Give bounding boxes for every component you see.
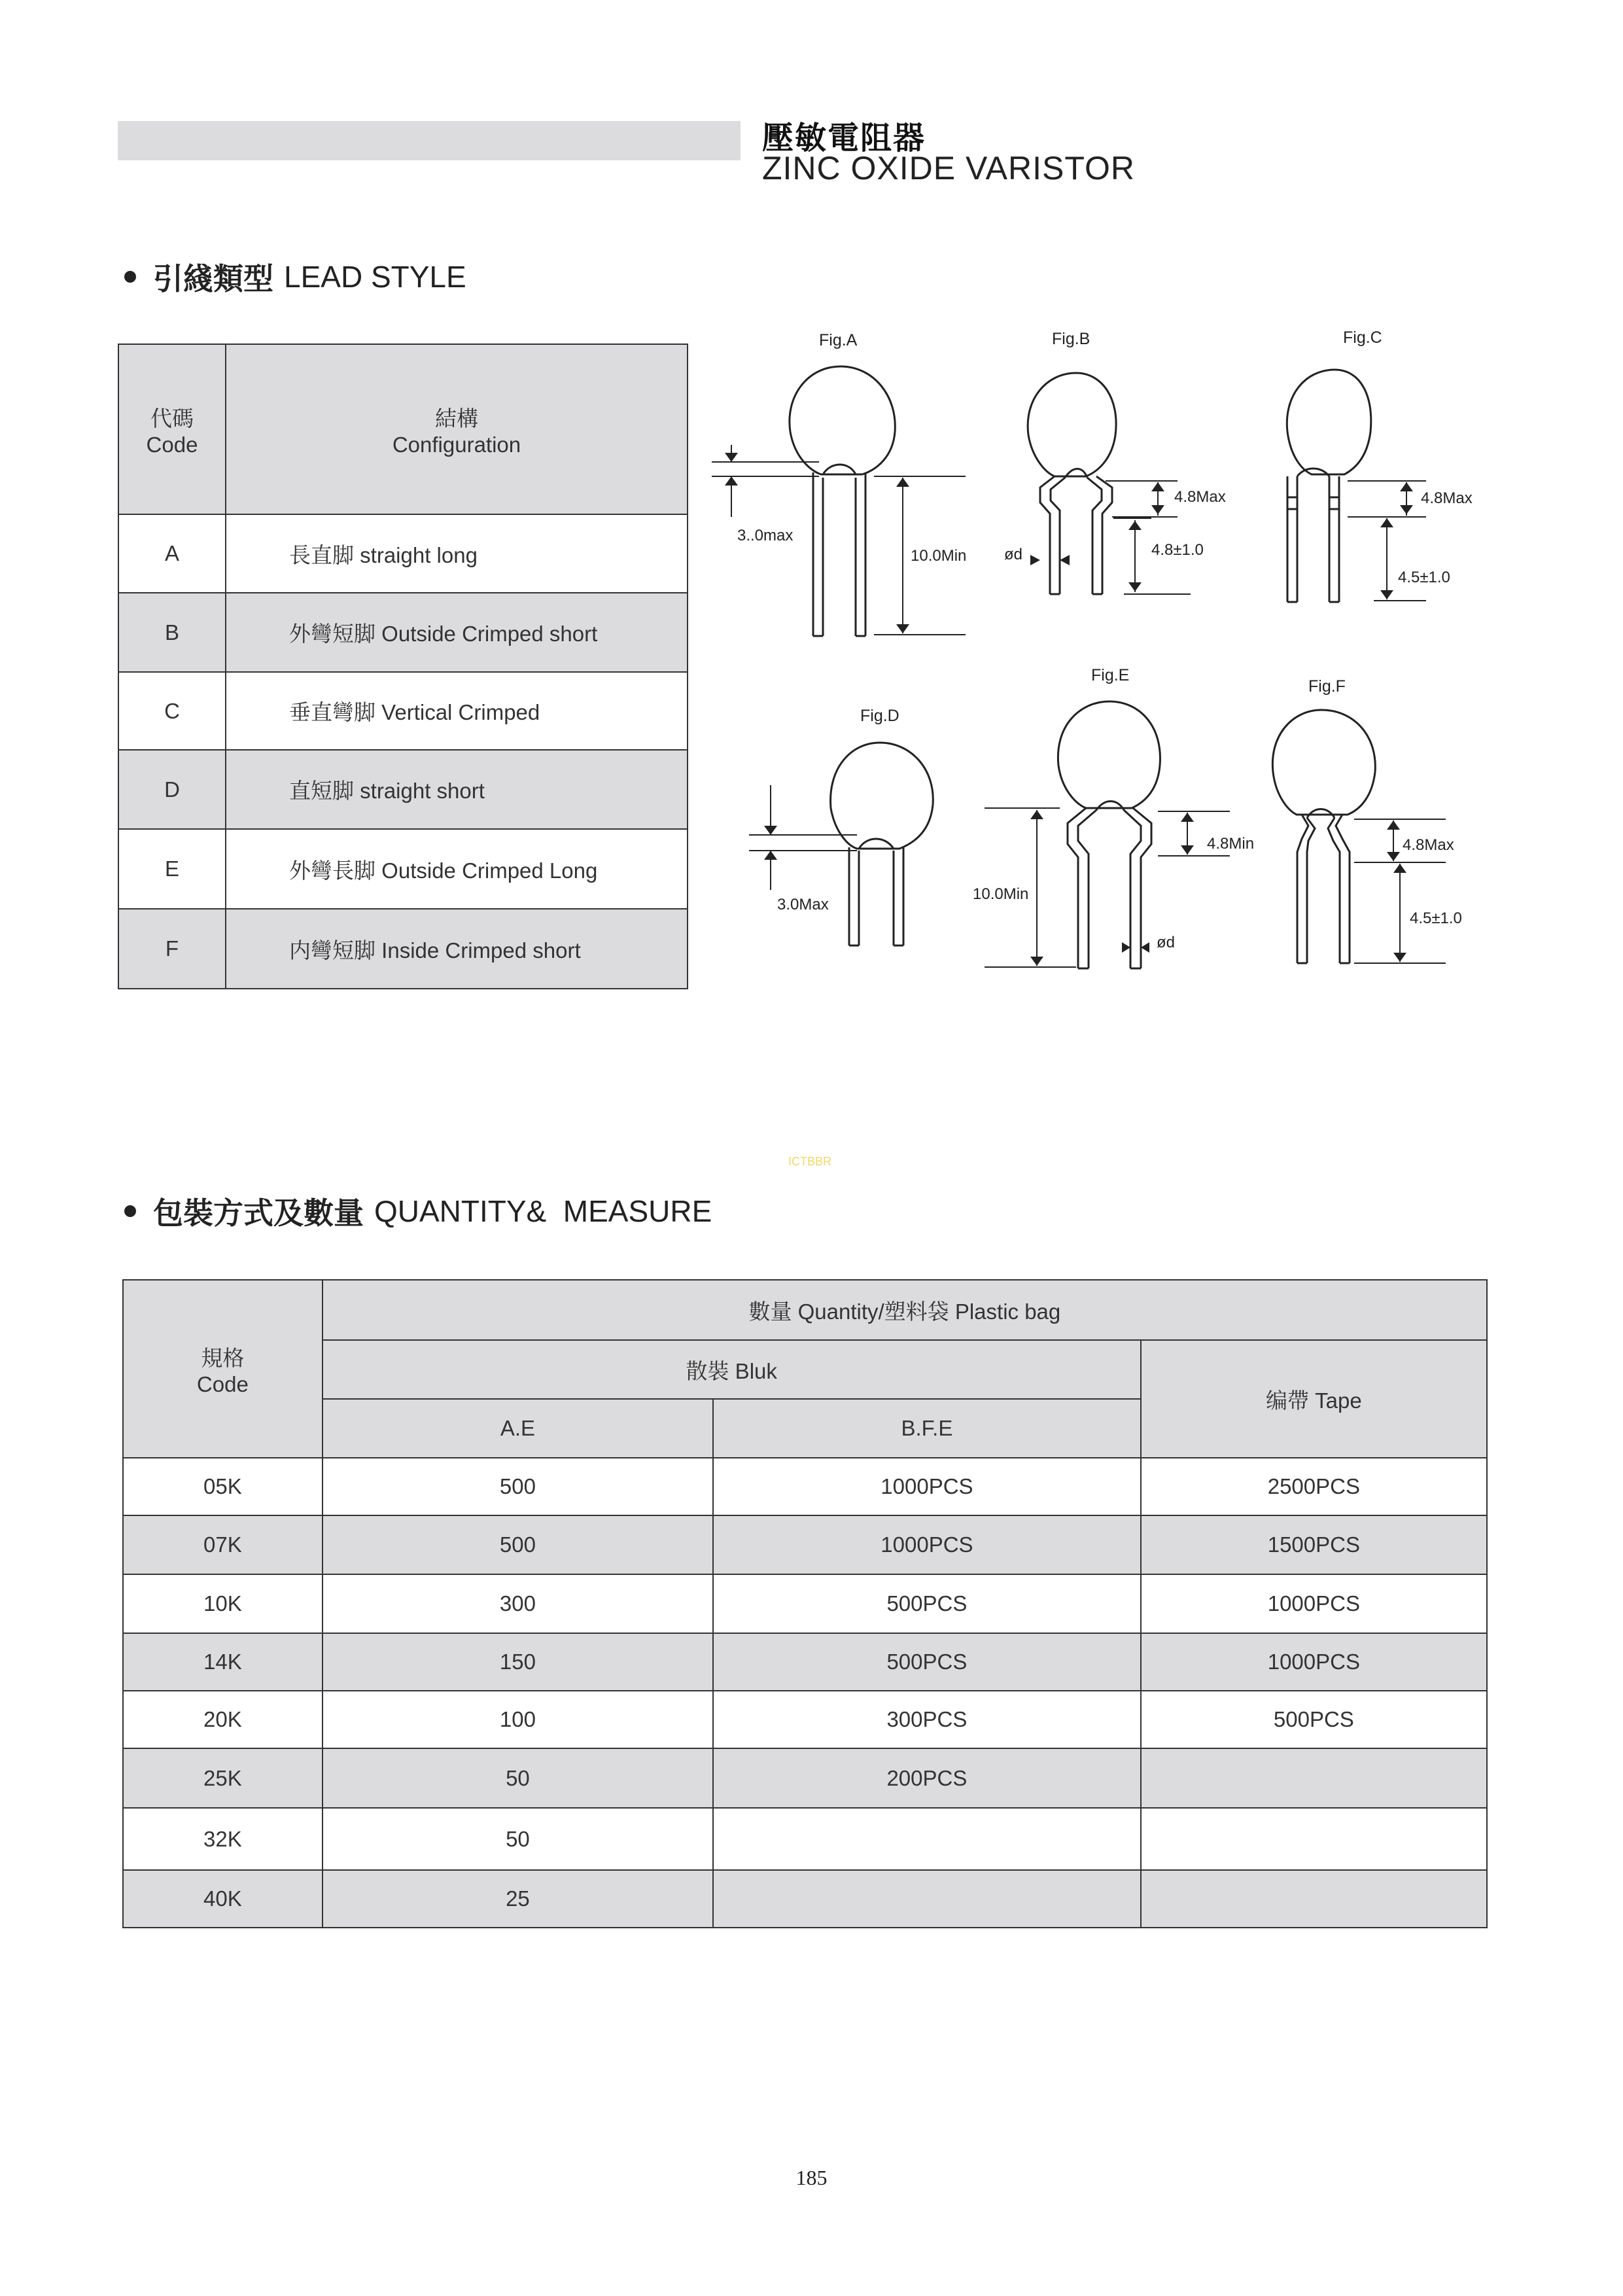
fig-a-label: Fig.A [819,331,858,349]
fig-a-lead-right [856,472,865,636]
row-ae: 300 [323,1574,713,1633]
table-row [123,1458,1487,1515]
fig-e-disc [1058,701,1160,808]
fig-c-dim-tol: 4.5±1.0 [1398,569,1450,586]
row-ae: 150 [323,1633,713,1691]
row-code: F [118,909,226,989]
arrowhead [1151,482,1164,491]
arrowhead [1380,590,1393,599]
dimension-arrowheads [725,453,1413,966]
row-config: 長直脚 straight long [226,514,688,593]
fig-d-neck [859,839,894,849]
arrowhead [1380,518,1393,527]
code-header [123,1280,323,1458]
fig-b-lead-right [1087,476,1112,594]
row-code: D [118,750,226,829]
row-bfe: 1000PCS [713,1515,1141,1574]
quantity-header: 數量 Quantity/塑料袋 Plastic bag [323,1280,1487,1340]
table-row [123,1691,1487,1748]
code-header-cn: 規格 [201,1345,245,1370]
table-row [123,1870,1487,1928]
row-code: C [118,672,226,750]
fig-c-lead-left [1287,476,1297,602]
title-english: ZINC OXIDE VARISTOR [762,150,1136,186]
fig-a-dim-height: 3..0max [737,527,794,544]
arrowhead [725,476,738,486]
row-tape [1141,1748,1487,1808]
row-code: 14K [123,1633,323,1691]
row-code: E [118,829,226,909]
arrowhead [1387,852,1400,861]
row-ae: 25 [323,1870,713,1928]
fig-b-disc [1028,373,1116,476]
fig-c-dim-max: 4.8Max [1421,489,1473,507]
arrowhead [764,826,777,835]
arrowhead [1128,521,1142,530]
row-bfe: 500PCS [713,1633,1141,1691]
row-bfe: 1000PCS [713,1458,1141,1515]
row-ae: 100 [323,1691,713,1748]
row-config: 直短脚 straight short [226,750,688,829]
tape-header: 编帶 Tape [1141,1340,1487,1458]
bullet-icon [124,1205,136,1217]
row-code: 07K [123,1515,323,1574]
row-tape: 1000PCS [1141,1633,1487,1691]
fig-d-lead-left [849,847,859,945]
row-bfe: 200PCS [713,1748,1141,1808]
arrowhead [1030,810,1043,819]
fig-a-disc [790,366,895,474]
fig-c-lead-right [1329,476,1339,602]
table-row [123,1633,1487,1691]
row-bfe [713,1808,1141,1870]
row-tape: 2500PCS [1141,1458,1487,1515]
arrowhead [1181,845,1194,855]
row-tape: 1500PCS [1141,1515,1487,1574]
code-header-en: Code [146,432,198,457]
fig-f-disc [1272,710,1375,815]
row-config: 外彎短脚 Outside Crimped short [226,593,688,672]
row-code: 40K [123,1870,323,1928]
fig-b-dim-max: 4.8Max [1174,488,1226,506]
fig-b-diameter: ød [1004,546,1023,563]
fig-f-neck [1307,809,1335,819]
fig-b-lead-left [1040,476,1065,594]
row-tape: 500PCS [1141,1691,1487,1748]
bulk-header: 散裝 Bluk [323,1340,1141,1399]
row-config: 内彎短脚 Inside Crimped short [226,909,688,989]
table-row [123,1748,1487,1808]
row-tape [1141,1808,1487,1870]
row-ae: 50 [323,1808,713,1870]
fig-f-dim-max: 4.8Max [1403,836,1454,854]
fig-e-lead-left [1068,808,1096,968]
config-header-en: Configuration [392,432,521,457]
fig-c-disc [1287,370,1370,474]
fig-a-dim-length: 10.0Min [911,547,967,565]
row-tape [1141,1870,1487,1928]
row-bfe: 500PCS [713,1574,1141,1633]
table-row [123,1515,1487,1574]
arrowhead [1393,953,1406,962]
row-code: 32K [123,1808,323,1870]
fig-f-dim-tol: 4.5±1.0 [1410,910,1462,927]
fig-c-label: Fig.C [1343,328,1382,347]
row-bfe: 300PCS [713,1691,1141,1748]
quantity-heading [124,1190,712,1233]
arrowhead [1387,821,1400,830]
table-row [123,1574,1487,1633]
quantity-header-row [123,1280,1487,1340]
row-ae: 50 [323,1748,713,1808]
fig-d-lead-right [894,847,903,945]
fig-e-dim-min: 4.8Min [1207,835,1255,853]
arrowhead [1060,555,1070,565]
arrowhead [1400,505,1413,514]
config-header-cn: 結構 [435,406,478,431]
row-tape: 1000PCS [1141,1574,1487,1633]
fig-d-dim-height: 3.0Max [777,896,829,913]
arrowhead [1181,813,1194,822]
arrowhead [1141,942,1149,953]
arrowhead [764,851,777,860]
arrowhead [1151,505,1164,514]
row-code: 05K [123,1458,323,1515]
row-code: 10K [123,1574,323,1633]
fig-e-dim-length: 10.0Min [973,885,1029,903]
fig-f-lead-left [1297,815,1315,963]
lead-style-heading-cn: 引綫類型 [153,262,273,296]
quantity-table [122,1279,1488,1928]
fig-d-disc [831,743,934,849]
fig-d-label: Fig.D [860,707,899,725]
fig-d-dim-lines [749,785,857,890]
page-number: 185 [795,2166,828,2189]
fig-e-label: Fig.E [1091,666,1130,684]
fig-a-neck [823,465,856,474]
arrowhead [725,453,738,462]
fig-f-lead-right [1328,815,1350,963]
watermark: ICTBBR [788,1155,832,1168]
fig-a-lead-left [813,472,823,636]
arrowhead [896,624,909,633]
bfe-header: B.F.E [713,1399,1141,1458]
arrowhead [1030,555,1040,565]
ae-header: A.E [323,1399,713,1458]
fig-b-dim-tol: 4.8±1.0 [1151,541,1204,559]
arrowhead [1030,957,1043,966]
arrowhead [1393,864,1406,873]
row-code: 20K [123,1691,323,1748]
row-bfe [713,1870,1141,1928]
arrowhead [1400,482,1413,491]
row-ae: 500 [323,1458,713,1515]
code-header-en: Code [196,1371,249,1396]
lead-style-figures [0,0,1623,1021]
quantity-heading-en: QUANTITY& MEASURE [374,1194,712,1228]
code-header-cn: 代碼 [150,406,194,431]
row-config: 外彎長脚 Outside Crimped Long [226,829,688,909]
quantity-subheader-row [123,1340,1487,1399]
arrowhead [1128,582,1142,592]
row-code: B [118,593,226,672]
arrowhead [896,478,909,487]
fig-f-label: Fig.F [1308,677,1346,696]
row-code: A [118,514,226,593]
title-chinese: 壓敏電阻器 [762,121,926,156]
table-row [123,1808,1487,1870]
fig-b-label: Fig.B [1052,330,1091,348]
row-config: 垂直彎脚 Vertical Crimped [226,672,688,750]
arrowhead [1122,942,1130,953]
lead-style-heading-en: LEAD STYLE [284,260,466,294]
quantity-heading-cn: 包裝方式及數量 [153,1196,364,1230]
fig-e-diameter: ød [1157,934,1176,951]
row-ae: 500 [323,1515,713,1574]
row-code: 25K [123,1748,323,1808]
